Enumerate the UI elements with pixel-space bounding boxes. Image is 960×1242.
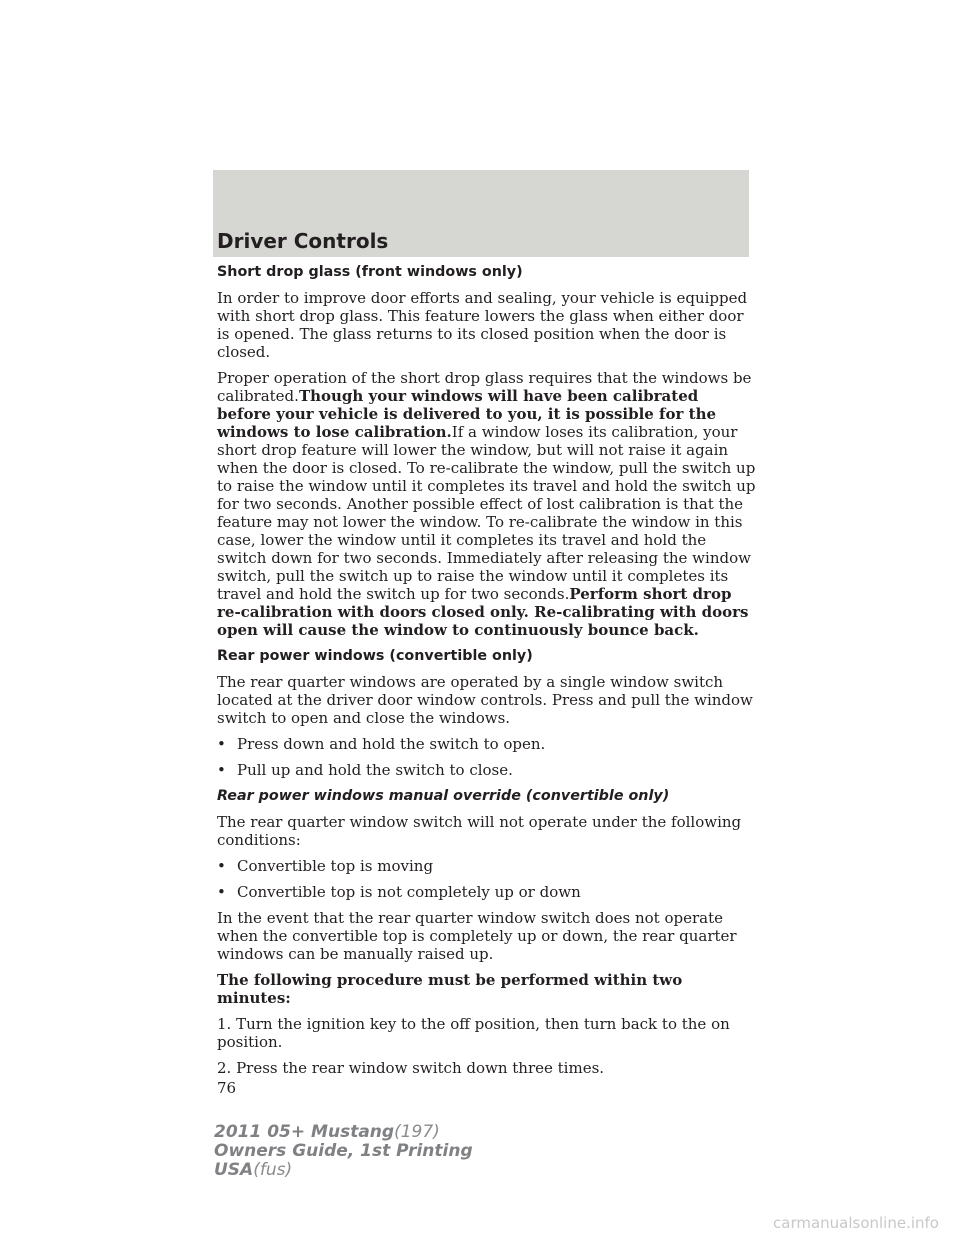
bold-warning: Perform short drop re-calibration with doors closed only. Re-calibrating with doors open will cause the window to continuously bounce back.	[217, 585, 749, 639]
footer-line-2: Owners Guide, 1st Printing	[214, 1141, 473, 1161]
footer-line-3: USA(fus)	[214, 1160, 293, 1180]
bullet-icon: •	[217, 761, 226, 779]
bullet-icon: •	[217, 883, 226, 901]
page-number: 76	[217, 1079, 237, 1097]
paragraph: The rear quarter windows are operated by a single window switch located at the driver door window controls. Press and pull the window switch to open and close the windows.	[217, 673, 753, 727]
bullet-icon: •	[217, 857, 226, 875]
bullet-icon: •	[217, 735, 226, 753]
step-1: 1. Turn the ignition key to the off position, then turn back to the on position.	[217, 1015, 730, 1051]
heading-manual-override: Rear power windows manual override (convertible only)	[217, 788, 670, 804]
footer-line-1: 2011 05+ Mustang(197)	[214, 1122, 440, 1142]
watermark: carmanualsonline.info	[773, 1214, 939, 1232]
section-title: Driver Controls	[217, 229, 389, 253]
footer-print-info	[214, 1123, 473, 1180]
paragraph: The rear quarter window switch will not operate under the following conditions:	[217, 813, 742, 849]
heading-short-drop-glass: Short drop glass (front windows only)	[217, 264, 523, 280]
paragraph: In order to improve door efforts and sealing, your vehicle is equipped with short drop glass. This feature lowers the glass when either door is opened. The glass returns to its closed position when the door is closed.	[217, 289, 748, 361]
list-item: • Pull up and hold the switch to close.	[217, 761, 513, 779]
paragraph-bold: The following procedure must be performed within two minutes:	[217, 971, 683, 1007]
page-content	[217, 263, 757, 1097]
paragraph-calibration: Proper operation of the short drop glass requires that the windows be calibrated.Though your windows will have been calibrated before your vehicle is delivered to you, it is possible for the windows to lose calibration.If a window loses its calibration, your short drop feature will lower the window, but will not raise it again when the door is closed. To re-calibrate the window, pull the switch up to raise the window until it completes its travel and hold the switch up for two seconds. Another possible effect of lost calibration is that the feature may not lower the window. To re-calibrate the window in this case, lower the window until it completes its travel and hold the switch down for two seconds. Immediately after releasing the window switch, pull the switch up to raise the window until it completes its travel and hold the switch up for two seconds.Perform short drop re-calibration with doors closed only. Re-calibrating with doors open will cause the window to continuously bounce back.	[217, 369, 756, 639]
bold-text: Though your windows will have been calibrated before your vehicle is delivered to you, it is possible for the windows to lose calibration.	[217, 387, 717, 441]
heading-rear-power-windows: Rear power windows (convertible only)	[217, 648, 533, 664]
step-2: 2. Press the rear window switch down three times.	[217, 1059, 605, 1077]
list-item: • Convertible top is not completely up or down	[217, 883, 581, 901]
list-item: • Convertible top is moving	[217, 857, 434, 875]
paragraph: In the event that the rear quarter window switch does not operate when the convertible top is completely up or down, the rear quarter windows can be manually raised up.	[217, 909, 737, 963]
list-item: • Press down and hold the switch to open.	[217, 735, 546, 753]
